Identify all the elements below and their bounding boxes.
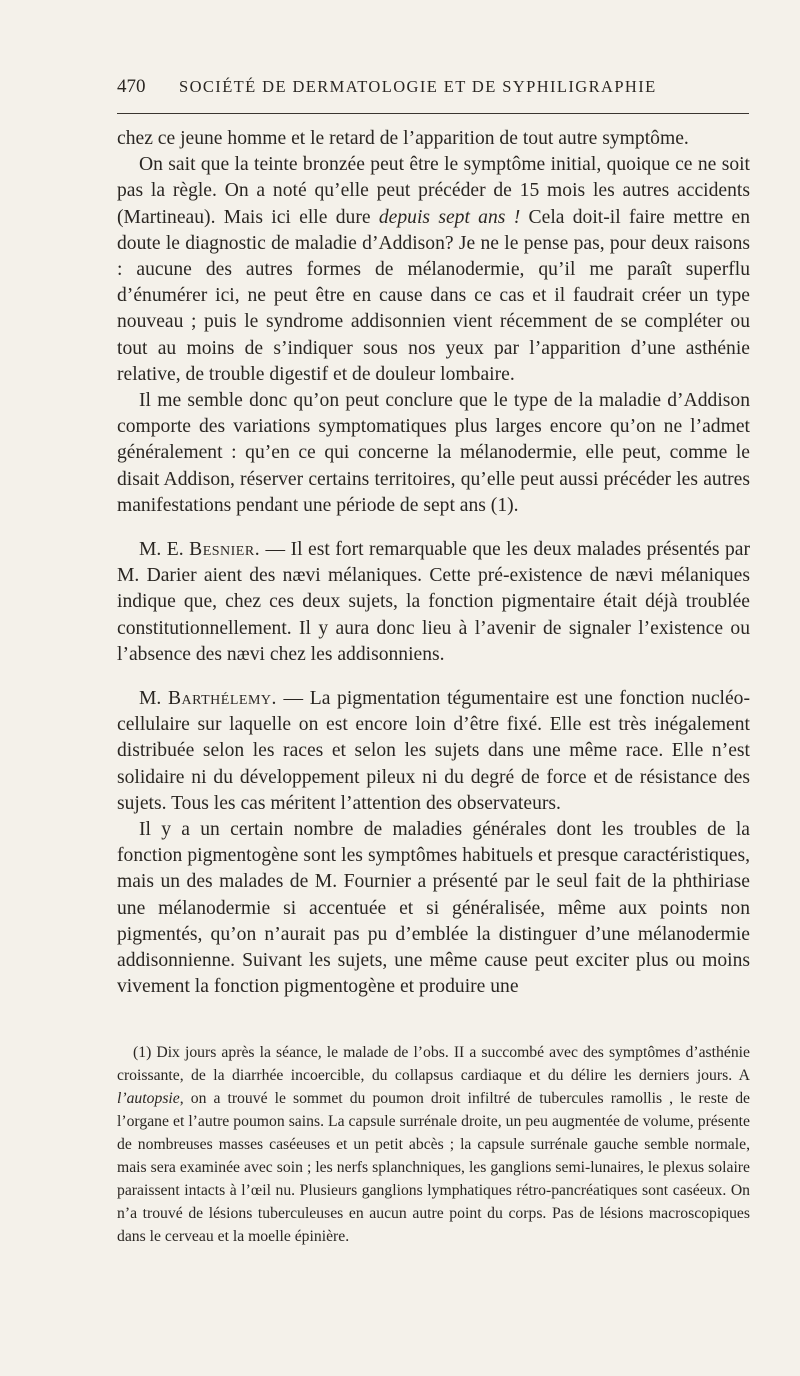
paragraph-barthelemy-text: — La pigmentation tégumentaire est une fonction nucléo-cellulaire sur laquelle on est encore loin d’être fixé. Elle est très inégalement distribuée selon les races et selon les sujets dans une même race. Elle n’est solidaire ni du développement pileux ni du degré de force et de résistance des sujets. Tous les cas méritent l’attention des observateurs. <box>117 688 750 814</box>
paragraph-2 <box>117 152 750 388</box>
header-rule <box>117 113 749 114</box>
paragraph-besnier-text: — Il est fort remarquable que les deux malades présentés par M. Darier aient des nævi mélaniques. Cette pré-existence de nævi mélaniques indique que, chez ces deux sujets, la fonction pigmentaire était déjà troublée constitutionnellement. Il y aura donc lieu à l’avenir de signaler l’existence ou l’absence des nævi chez les addisonniens. <box>117 539 750 665</box>
footnote-1 <box>117 1041 750 1248</box>
paragraph-2-italic: depuis sept ans ! <box>378 206 521 228</box>
paragraph-besnier <box>117 537 750 668</box>
paragraph-6: Il y a un certain nombre de maladies générales dont les troubles de la fonction pigmentogène sont les symptômes habituels et presque caractéristiques, mais un des malades de M. Fournier a présenté par le seul fait de la phthiriase une mélanodermie si accentuée et si généralisée, même aux points non pigmentés, qu’on n’aurait pas pu d’emblée la distinguer d’une mélanodermie addisonnienne. Suivant les sujets, une même cause peut exciter plus ou moins vivement la fonction pigmentogène et produire une <box>117 819 750 998</box>
paragraph-3: Il me semble donc qu’on peut conclure que le type de la maladie d’Addison comporte des variations symptomatiques plus larges encore qu’on ne l’admet généralement : qu’en ce qui concerne la mélanodermie, elle peut, comme le disait Addison, réserver certains territoires, qu’elle peut aussi précéder les autres manifestations pendant une période de sept ans (1). <box>117 390 750 516</box>
paragraph-2-text-b: Cela doit-il faire mettre en doute le diagnostic de maladie d’Addison? Je ne le pense pas, pour deux raisons : aucune des autres formes de mélanodermie, qu’il me paraît superflu d’énumérer ici, ne peut être en cause dans ce cas et il faudrait créer un type nouveau ; puis le syndrome addisonnien vient récemment de se compléter ou tout au moins de s’indiquer sous nos yeux par l’apparition d’une asthénie relative, de trouble digestif et de douleur lombaire. <box>117 206 750 385</box>
page-header <box>117 76 747 104</box>
footnotes <box>117 1041 750 1248</box>
footnote-italic: l’autopsie <box>117 1090 180 1107</box>
speaker-name-besnier: Besnier. <box>189 539 261 561</box>
body-text <box>117 126 750 1001</box>
paragraph-barthelemy <box>117 686 750 817</box>
speaker-prefix: M. E. <box>139 539 190 561</box>
running-head: SOCIÉTÉ DE DERMATOLOGIE ET DE SYPHILIGRAPHIE <box>179 77 657 96</box>
footnote-text-b: , on a trouvé le sommet du poumon droit infiltré de tubercules ramollis , le reste de l’organe et l’autre poumon sains. La capsule surrénale droite, un peu augmentée de volume, présente de nombreuses masses caséeuses et un petit abcès ; la capsule surrénale gauche semble normale, mais sera examinée avec soin ; les nerfs splanchniques, les ganglions semi-lunaires, le plexus solaire paraissent intacts à l’œil nu. Plusieurs ganglions lymphatiques rétro-pancréatiques sont caséeux. On n’a trouvé de lésions tuberculeuses en aucun autre point du corps. Pas de lésions macroscopiques dans le cerveau et la moelle épinière. <box>117 1090 750 1245</box>
paragraph-1: chez ce jeune homme et le retard de l’apparition de tout autre symptôme. <box>117 128 689 149</box>
footnote-text-a: (1) Dix jours après la séance, le malade de l’obs. II a succombé avec des symptômes d’asthénie croissante, de la diarrhée incoercible, du collapsus cardiaque et du délire les derniers jours. A <box>117 1044 750 1084</box>
paragraph-2-text-a: On sait que la teinte bronzée peut être le symptôme initial, quoique ce ne soit pas la règle. On a noté qu’elle peut précéder de 15 mois les autres accidents (Martineau). Mais ici elle dure <box>117 154 750 228</box>
speaker-name-barthelemy: Barthélemy. <box>167 688 277 710</box>
speaker-prefix: M. <box>139 688 168 710</box>
page-number: 470 <box>117 76 146 97</box>
